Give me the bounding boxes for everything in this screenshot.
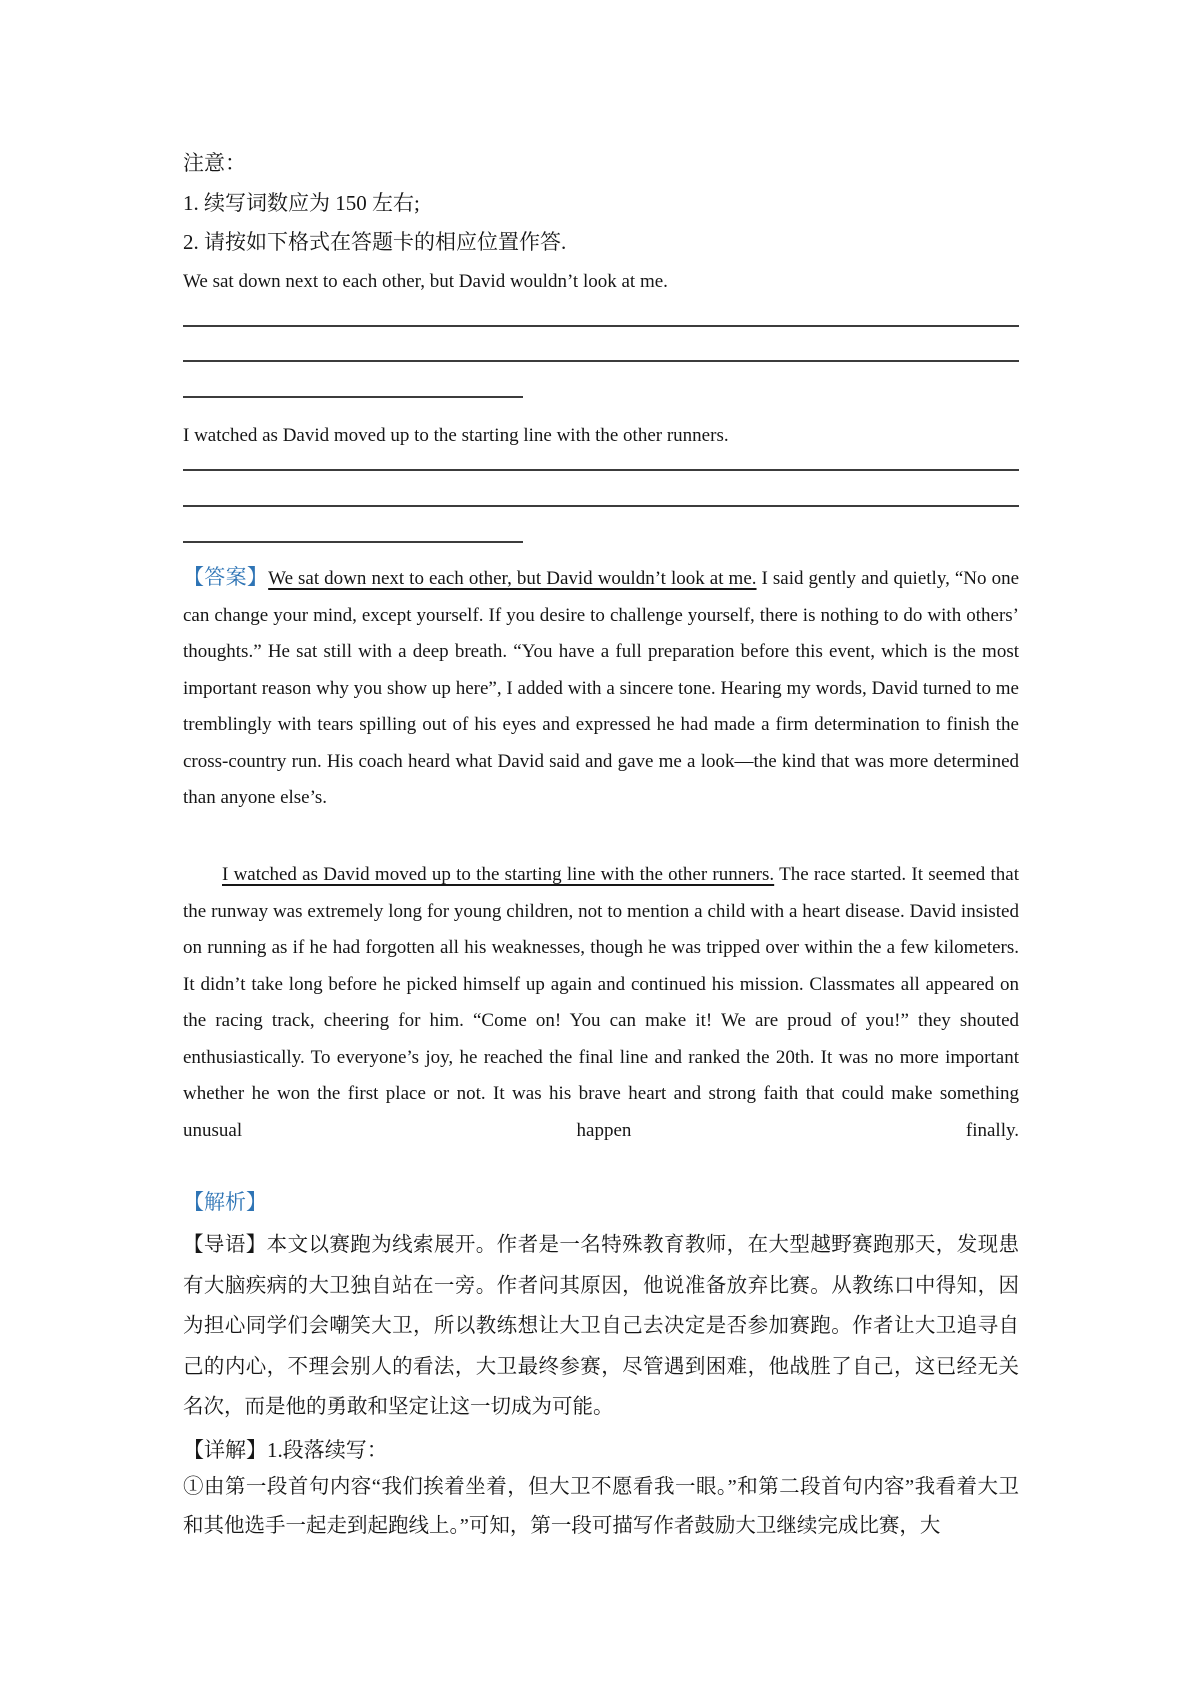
prompt-sentence-2: I watched as David moved up to the starting line with the other runners. — [183, 425, 729, 446]
answer-blank-line-2 — [183, 360, 1019, 362]
answer-para1-text: I said gently and quietly, “No one can change your mind, except yourself. If you desire to challenge yourself, there is nothing to do with others’ thoughts.” He sat still with a deep breath. “You have a full preparation before this event, which is the most important reason why you show up here”, I added with a sincere tone. Hearing my words, David turned to me tremblingly with tears spilling out of his eyes and expressed he had made a firm determination to finish the cross-country run. His coach heard what David said and gave me a look—the kind that was more determined than anyone else’s. — [183, 568, 1020, 808]
answer-blank-line-5 — [183, 505, 1019, 507]
intro-label: 【导语】 — [183, 1234, 267, 1256]
instruction-item-1: 1. 续写词数应为 150 左右; — [183, 191, 420, 215]
answer-blank-line-6 — [183, 541, 523, 543]
intro-text: 本文以赛跑为线索展开。作者是一名特殊教育教师，在大型越野赛跑那天，发现患有大脑疾病的大卫独自站在一旁。作者问其原因，他说准备放弃比赛。从教练口中得知，因为担心同学们会嘲笑大卫，所以教练想让大卫自己去决定是否参加赛跑。作者让大卫追寻自己的内心，不理会别人的看法，大卫最终参赛，尽管遇到困难，他战胜了自己，这已经无关名次，而是他的勇敢和坚定让这一切成为可能。 — [183, 1234, 1020, 1418]
answer-para1-underlined-sentence: We sat down next to each other, but David wouldn’t look at me. — [268, 568, 757, 589]
detail-label: 【详解】 — [183, 1438, 267, 1462]
detail-point-1: ①由第一段首句内容“我们挨着坐着，但大卫不愿看我一眼。”和第二段首句内容”我看着大卫和其他选手一起走到起跑线上。”可知，第一段可描写作者鼓励大卫继续完成比赛，大 — [183, 1476, 1019, 1537]
answer-paragraph-2 — [183, 857, 1019, 1149]
prompt-sentence-1: We sat down next to each other, but David wouldn’t look at me. — [183, 271, 668, 292]
instruction-item-2: 2. 请按如下格式在答题卡的相应位置作答. — [183, 230, 567, 254]
intro-paragraph — [183, 1225, 1019, 1428]
answer-paragraph-1 — [183, 559, 1019, 817]
answer-blank-line-1 — [183, 325, 1019, 327]
answer-label: 【答案】 — [183, 565, 269, 589]
answer-blank-line-4 — [183, 469, 1019, 471]
detail-heading-text: 1.段落续写： — [267, 1438, 388, 1462]
notice-heading: 注意： — [183, 151, 246, 175]
analysis-label: 【解析】 — [183, 1190, 267, 1214]
answer-para2-text: The race started. It seemed that the runway was extremely long for young children, not to mention a child with a heart disease. David insisted on running as if he had forgotten all his weaknesses, though he was tripped over within the a few kilometers. It didn’t take long before he picked himself up again and continued his mission. Classmates all appeared on the racing track, cheering for him. “Come on! You can make it! We are proud of you!” they shouted enthusiastically. To everyone’s joy, he reached the final line and ranked the 20th. It was no more important whether he won the first place or not. It was his brave heart and strong faith that could make something unusual happen finally. — [183, 864, 1019, 1141]
answer-para2-underlined-sentence: I watched as David moved up to the starting line with the other runners. — [222, 864, 775, 885]
answer-blank-line-3 — [183, 396, 523, 398]
detail-heading-line — [183, 1438, 1019, 1463]
